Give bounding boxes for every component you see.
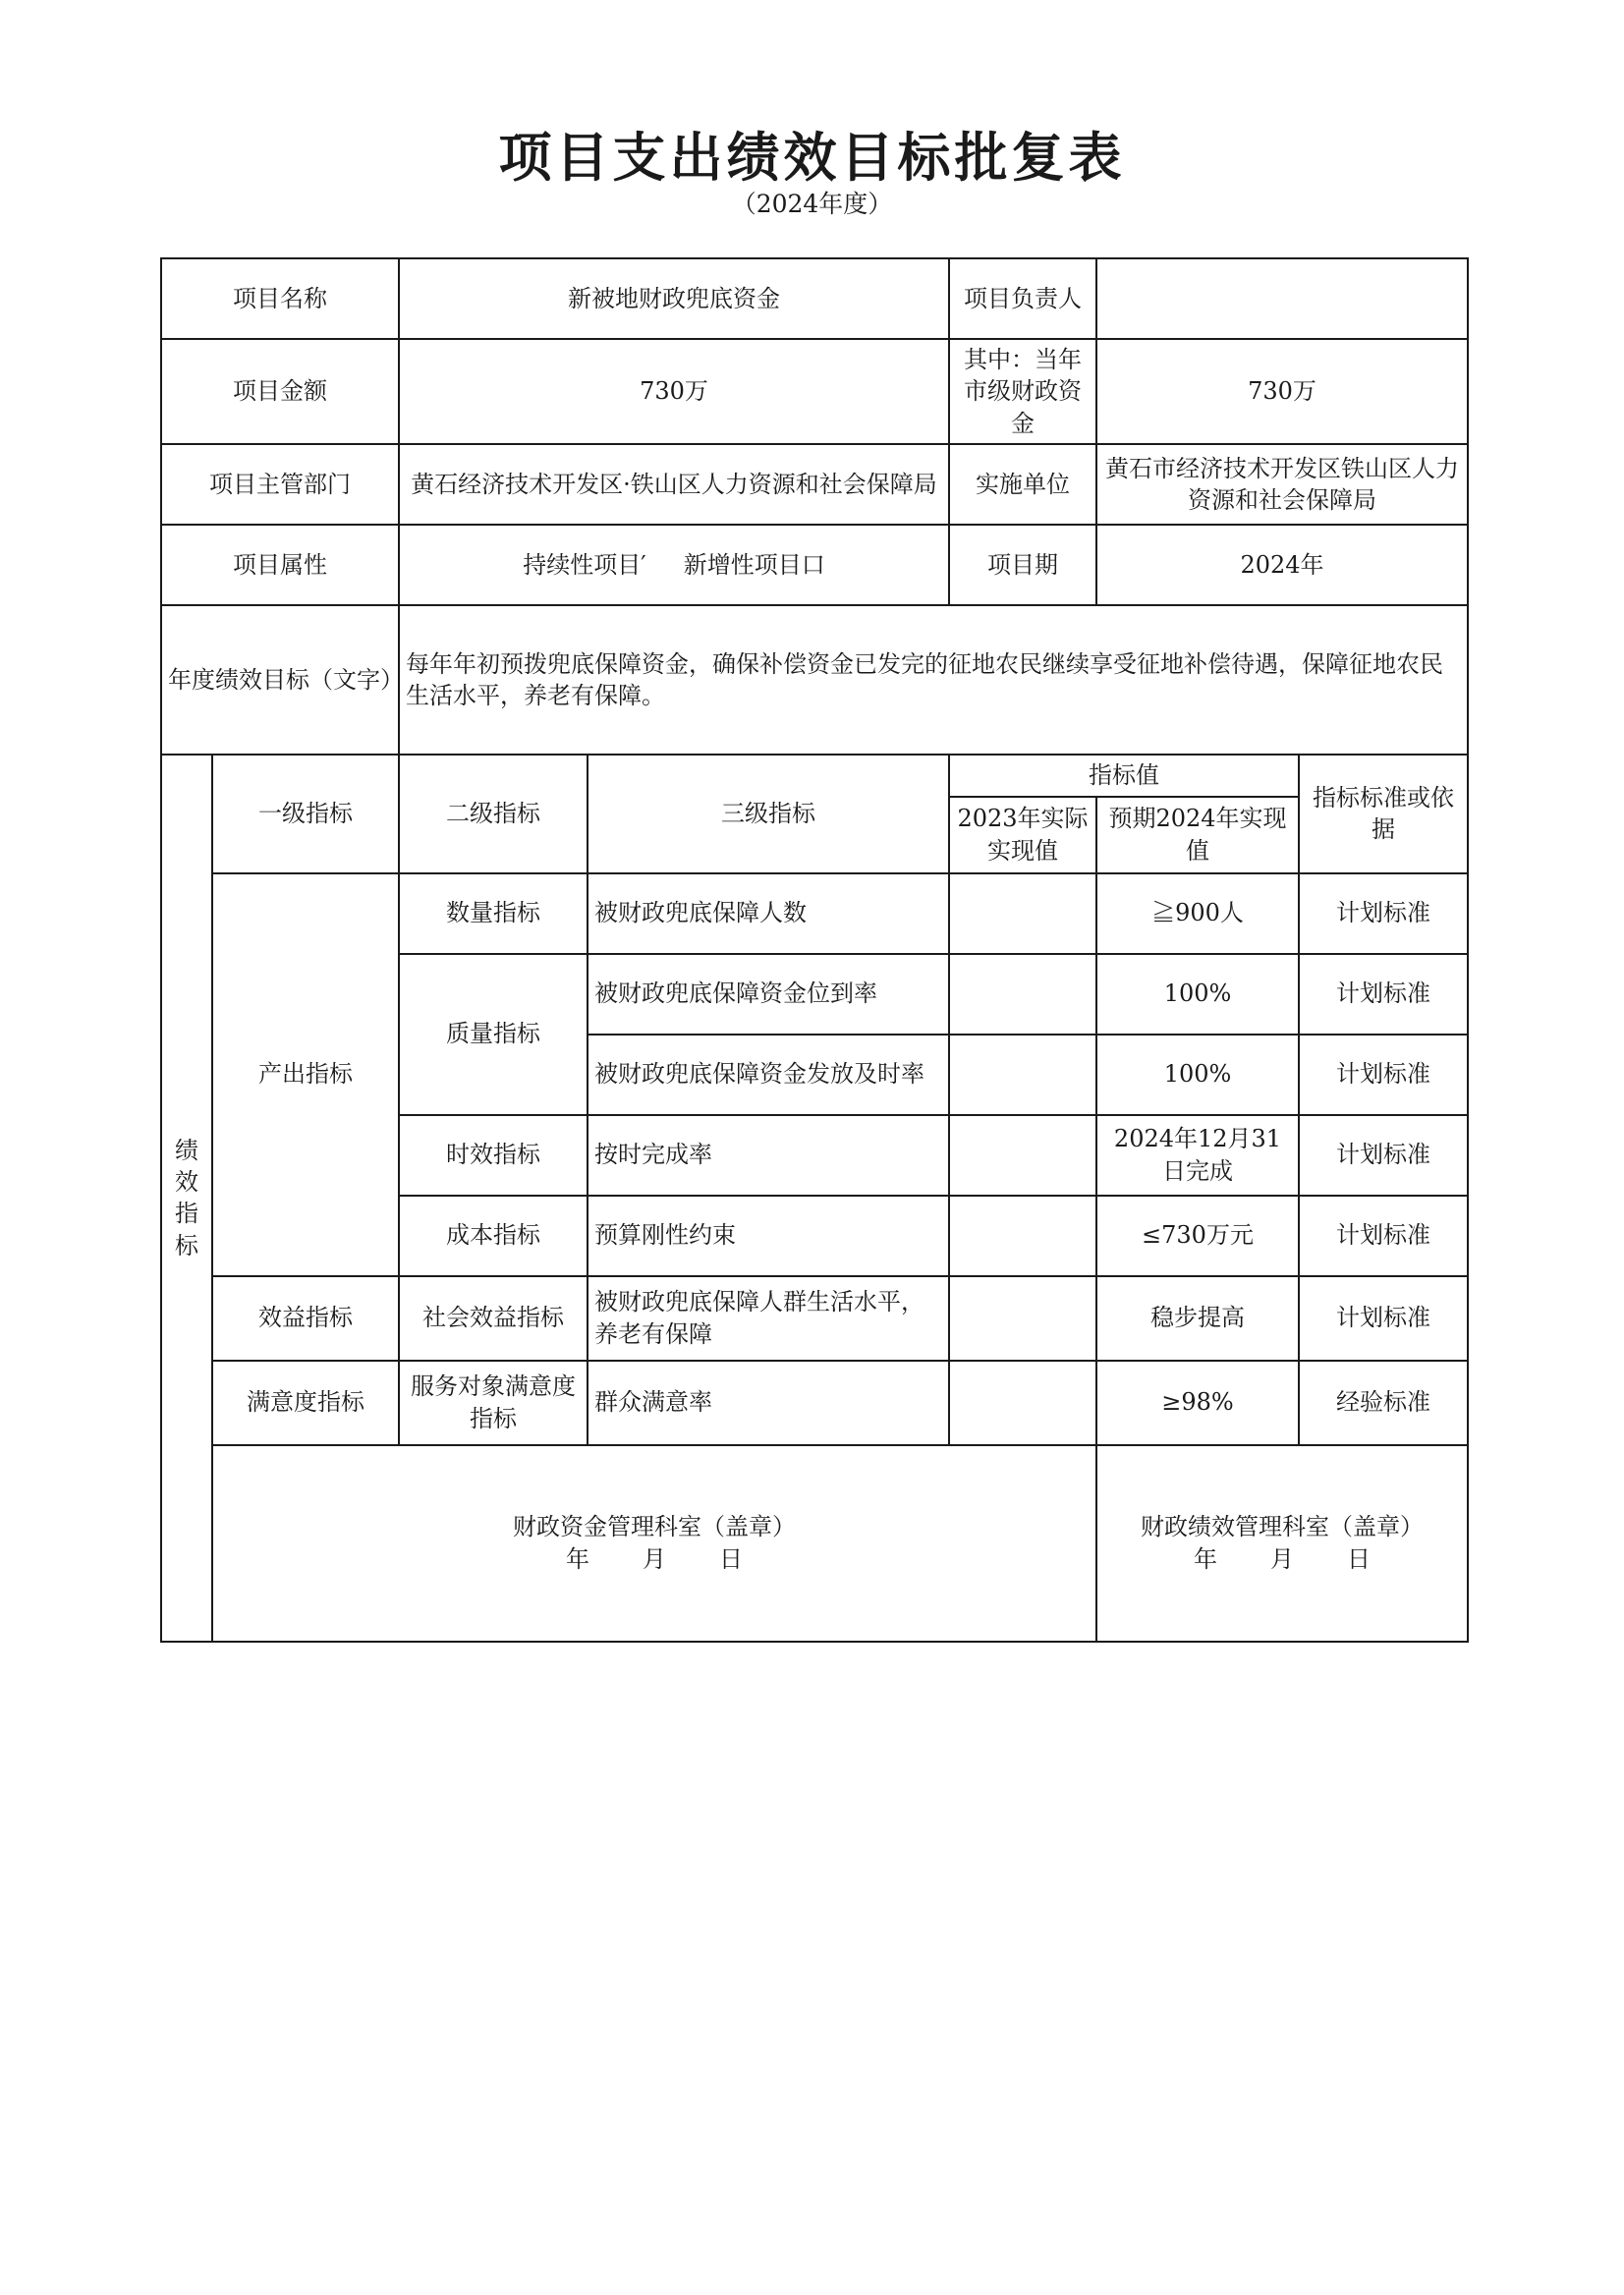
actual-2023-cell bbox=[949, 1035, 1096, 1115]
signature-row bbox=[161, 1445, 1468, 1642]
basis-cell: 计划标准 bbox=[1299, 1115, 1468, 1196]
row-department bbox=[161, 444, 1468, 525]
signature-right-office: 财政绩效管理科室（盖章） bbox=[1141, 1513, 1424, 1541]
basis-cell: 计划标准 bbox=[1299, 1276, 1468, 1361]
signature-right bbox=[1096, 1445, 1468, 1642]
header-level2: 二级指标 bbox=[399, 755, 588, 872]
owner-label: 项目负责人 bbox=[949, 258, 1096, 339]
signature-right-date bbox=[1103, 1543, 1461, 1575]
level3-cell: 被财政兜底保障资金发放及时率 bbox=[588, 1035, 949, 1115]
indicators-section-text: 绩 效 指 标 bbox=[175, 1136, 198, 1259]
level2-cell: 质量指标 bbox=[399, 954, 588, 1115]
indicator-header-row bbox=[161, 755, 1468, 796]
signature-left-date bbox=[219, 1543, 1090, 1575]
expected-2024-cell: 100% bbox=[1096, 954, 1299, 1035]
actual-2023-cell bbox=[949, 1196, 1096, 1276]
expected-2024-cell: 100% bbox=[1096, 1035, 1299, 1115]
expected-2024-cell: ≤730万元 bbox=[1096, 1196, 1299, 1276]
attr-value: 持续性项目′ 新增性项目口 bbox=[399, 525, 949, 605]
page-title: 项目支出绩效目标批复表 bbox=[498, 126, 1126, 189]
actual-2023-cell bbox=[949, 954, 1096, 1035]
signature-left-year: 年 bbox=[566, 1544, 589, 1573]
owner-value bbox=[1096, 258, 1468, 339]
goal-text: 每年年初预拨兜底保障资金，确保补偿资金已发完的征地农民继续享受征地补偿待遇，保障征地农民生活水平，养老有保障。 bbox=[399, 605, 1468, 755]
impl-value: 黄石市经济技术开发区铁山区人力资源和社会保障局 bbox=[1096, 444, 1468, 525]
indicators-section-label bbox=[161, 755, 212, 1641]
level2-cell: 成本指标 bbox=[399, 1196, 588, 1276]
goal-label: 年度绩效目标（文字） bbox=[161, 605, 399, 755]
level1-output: 产出指标 bbox=[212, 873, 399, 1276]
attr-label: 项目属性 bbox=[161, 525, 399, 605]
expected-2024-cell: ≥98% bbox=[1096, 1361, 1299, 1445]
actual-2023-cell bbox=[949, 873, 1096, 954]
period-value: 2024年 bbox=[1096, 525, 1468, 605]
row-annual-goal bbox=[161, 605, 1468, 755]
level1-benefit: 效益指标 bbox=[212, 1276, 399, 1361]
indicator-row bbox=[161, 873, 1468, 954]
expected-2024-cell: 稳步提高 bbox=[1096, 1276, 1299, 1361]
basis-cell: 计划标准 bbox=[1299, 873, 1468, 954]
city-fund-label: 其中：当年市级财政资金 bbox=[949, 339, 1096, 444]
signature-left-month: 月 bbox=[643, 1544, 666, 1573]
level3-cell: 被财政兜底保障人数 bbox=[588, 873, 949, 954]
actual-2023-cell bbox=[949, 1361, 1096, 1445]
header-expected-2024: 预期2024年实现值 bbox=[1096, 797, 1299, 873]
project-name-label: 项目名称 bbox=[161, 258, 399, 339]
row-project-name bbox=[161, 258, 1468, 339]
indicator-row bbox=[161, 1276, 1468, 1361]
level3-cell: 被财政兜底保障资金位到率 bbox=[588, 954, 949, 1035]
impl-label: 实施单位 bbox=[949, 444, 1096, 525]
header-value-group: 指标值 bbox=[949, 755, 1299, 796]
amount-value: 730万 bbox=[399, 339, 949, 444]
signature-left-office: 财政资金管理科室（盖章） bbox=[513, 1513, 796, 1541]
header-level1: 一级指标 bbox=[212, 755, 399, 872]
basis-cell: 计划标准 bbox=[1299, 1035, 1468, 1115]
basis-cell: 计划标准 bbox=[1299, 1196, 1468, 1276]
level2-cell: 数量指标 bbox=[399, 873, 588, 954]
basis-cell: 计划标准 bbox=[1299, 954, 1468, 1035]
signature-right-month: 月 bbox=[1270, 1544, 1294, 1573]
dept-label: 项目主管部门 bbox=[161, 444, 399, 525]
actual-2023-cell bbox=[949, 1115, 1096, 1196]
signature-right-year: 年 bbox=[1194, 1544, 1217, 1573]
signature-left bbox=[212, 1445, 1096, 1642]
dept-value: 黄石经济技术开发区·铁山区人力资源和社会保障局 bbox=[399, 444, 949, 525]
header-actual-2023: 2023年实际实现值 bbox=[949, 797, 1096, 873]
level2-cell: 社会效益指标 bbox=[399, 1276, 588, 1361]
expected-2024-cell: 2024年12月31日完成 bbox=[1096, 1115, 1299, 1196]
project-name-value: 新被地财政兜底资金 bbox=[399, 258, 949, 339]
page-subtitle: （2024年度） bbox=[731, 190, 893, 218]
actual-2023-cell bbox=[949, 1276, 1096, 1361]
level3-cell: 被财政兜底保障人群生活水平，养老有保障 bbox=[588, 1276, 949, 1361]
level3-cell: 群众满意率 bbox=[588, 1361, 949, 1445]
level2-cell: 服务对象满意度指标 bbox=[399, 1361, 588, 1445]
amount-label: 项目金额 bbox=[161, 339, 399, 444]
basis-cell: 经验标准 bbox=[1299, 1361, 1468, 1445]
level1-satisfaction: 满意度指标 bbox=[212, 1361, 399, 1445]
signature-left-day: 日 bbox=[719, 1544, 743, 1573]
header-level3: 三级指标 bbox=[588, 755, 949, 872]
header-basis: 指标标准或依据 bbox=[1299, 755, 1468, 872]
indicator-row bbox=[161, 1361, 1468, 1445]
level3-cell: 按时完成率 bbox=[588, 1115, 949, 1196]
level2-cell: 时效指标 bbox=[399, 1115, 588, 1196]
city-fund-value: 730万 bbox=[1096, 339, 1468, 444]
level3-cell: 预算刚性约束 bbox=[588, 1196, 949, 1276]
signature-right-day: 日 bbox=[1347, 1544, 1371, 1573]
approval-table bbox=[160, 257, 1469, 1643]
row-project-amount bbox=[161, 339, 1468, 444]
period-label: 项目期 bbox=[949, 525, 1096, 605]
row-attribute bbox=[161, 525, 1468, 605]
expected-2024-cell: ≧900人 bbox=[1096, 873, 1299, 954]
